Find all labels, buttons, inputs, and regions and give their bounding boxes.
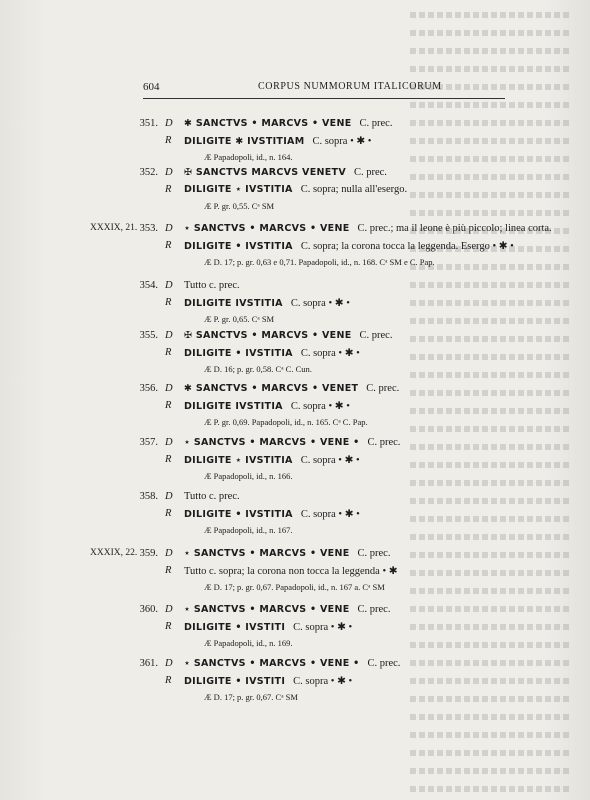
obverse-description: Tutto c. prec. bbox=[184, 491, 240, 502]
obverse-legend: ✠ SANCTVS MARCVS VENETV bbox=[184, 167, 346, 178]
plate-reference: XXXIX, 22. bbox=[90, 548, 138, 558]
reverse-line bbox=[184, 621, 352, 633]
obverse-legend: ✱ SANCTVS • MARCVS • VENE bbox=[184, 118, 352, 129]
entry-metadata: Æ Papadopoli, id., n. 164. bbox=[204, 152, 293, 162]
obverse-description: C. prec. bbox=[357, 604, 391, 615]
reverse-legend: DILIGITE • IVSTITIA bbox=[184, 509, 293, 520]
reverse-legend: DILIGITE • IVSTITIA bbox=[184, 348, 293, 359]
obverse-line bbox=[184, 658, 400, 669]
plate-reference: XXXIX, 21. bbox=[90, 223, 138, 233]
reverse-mark: R bbox=[165, 508, 172, 519]
obverse-line bbox=[184, 548, 390, 559]
entry-number: 361. bbox=[139, 658, 158, 669]
reverse-line bbox=[184, 135, 371, 147]
obverse-legend: ⋆ SANCTVS • MARCVS • VENE bbox=[184, 548, 350, 559]
obverse-line bbox=[184, 383, 399, 394]
reverse-mark: R bbox=[165, 621, 172, 632]
entry-metadata: Æ D. 17; p. gr. 0,67. Papadopoli, id., n. 167 a. Cᵃ SM bbox=[204, 582, 385, 592]
reverse-description: C. sopra • ✱ • bbox=[300, 348, 360, 359]
reverse-line bbox=[184, 454, 360, 466]
reverse-description: C. sopra • ✱ • bbox=[300, 509, 360, 520]
obverse-description: C. prec. bbox=[359, 330, 393, 341]
reverse-description: C. sopra • ✱ • bbox=[312, 136, 372, 147]
page-header bbox=[143, 78, 505, 99]
obverse-mark: D bbox=[165, 223, 173, 234]
obverse-mark: D bbox=[165, 280, 173, 291]
obverse-line bbox=[184, 223, 552, 234]
entry-metadata: Æ Papadopoli, id., n. 166. bbox=[204, 471, 293, 481]
reverse-description: C. sopra • ✱ • bbox=[290, 401, 350, 412]
entry-metadata: Æ D. 17; p. gr. 0,63 e 0,71. Papadopoli, id., n. 168. Cᵃ SM e C. Pap. bbox=[204, 257, 435, 267]
reverse-line bbox=[184, 297, 350, 309]
entry-number: 358. bbox=[139, 491, 158, 502]
obverse-legend: ⋆ SANCTVS • MARCVS • VENE • bbox=[184, 437, 360, 448]
reverse-mark: R bbox=[165, 297, 172, 308]
obverse-legend: ✠ SANCTVS • MARCVS • VENE bbox=[184, 330, 352, 341]
entry-number: 356. bbox=[139, 383, 158, 394]
entry-number: 352. bbox=[139, 167, 158, 178]
reverse-legend: DILIGITE ✱ IVSTITIAM bbox=[184, 136, 305, 147]
reverse-mark: R bbox=[165, 675, 172, 686]
reverse-line bbox=[184, 347, 360, 359]
entry-number: 360. bbox=[139, 604, 158, 615]
obverse-description: Tutto c. prec. bbox=[184, 280, 240, 291]
entry-metadata: Æ Papadopoli, id., n. 167. bbox=[204, 525, 293, 535]
obverse-legend: ⋆ SANCTVS • MARCVS • VENE bbox=[184, 604, 350, 615]
reverse-line bbox=[184, 400, 350, 412]
obverse-description: C. prec. bbox=[353, 167, 387, 178]
entry-metadata: Æ D. 16; p. gr. 0,58. Cᵃ C. Cun. bbox=[204, 364, 312, 374]
reverse-line bbox=[184, 184, 407, 195]
reverse-description: C. sopra • ✱ • bbox=[293, 622, 353, 633]
entry-number: 355. bbox=[139, 330, 158, 341]
entry-number: 357. bbox=[139, 437, 158, 448]
reverse-line bbox=[184, 565, 398, 577]
obverse-description: C. prec. bbox=[359, 118, 393, 129]
bleed-through-text bbox=[380, 0, 590, 800]
obverse-line bbox=[184, 491, 240, 502]
obverse-mark: D bbox=[165, 437, 173, 448]
reverse-description: C. sopra • ✱ • bbox=[293, 676, 353, 687]
reverse-line bbox=[184, 675, 352, 687]
obverse-mark: D bbox=[165, 604, 173, 615]
obverse-line bbox=[184, 167, 387, 178]
reverse-description: C. sopra • ✱ • bbox=[290, 298, 350, 309]
entry-number: 351. bbox=[139, 118, 158, 129]
obverse-mark: D bbox=[165, 167, 173, 178]
obverse-description: C. prec. bbox=[367, 658, 401, 669]
reverse-legend: DILIGITE • IVSTITI bbox=[184, 676, 286, 687]
obverse-line bbox=[184, 118, 392, 129]
reverse-mark: R bbox=[165, 347, 172, 358]
reverse-legend: DILIGITE ⋆ IVSTITIA bbox=[184, 184, 293, 195]
entry-number: 354. bbox=[139, 280, 158, 291]
reverse-description: Tutto c. sopra; la corona non tocca la leggenda • ✱ bbox=[184, 566, 398, 577]
reverse-mark: R bbox=[165, 240, 172, 251]
reverse-description: C. sopra • ✱ • bbox=[300, 455, 360, 466]
entry-metadata: Æ P. gr. 0,69. Papadopoli, id., n. 165. Cᵃ C. Pap. bbox=[204, 417, 368, 427]
reverse-description: C. sopra; la corona tocca la leggenda. Esergo • ✱ • bbox=[300, 241, 514, 252]
obverse-description: C. prec. bbox=[367, 437, 401, 448]
obverse-mark: D bbox=[165, 548, 173, 559]
entry-number: 353. bbox=[139, 223, 158, 234]
obverse-line bbox=[184, 280, 240, 291]
reverse-mark: R bbox=[165, 565, 172, 576]
reverse-mark: R bbox=[165, 184, 172, 195]
entry-metadata: Æ P. gr. 0,65. Cᵃ SM bbox=[204, 314, 275, 324]
page-number: 604 bbox=[143, 81, 160, 93]
obverse-mark: D bbox=[165, 118, 173, 129]
obverse-line bbox=[184, 437, 400, 448]
obverse-legend: ⋆ SANCTVS • MARCVS • VENE • bbox=[184, 658, 360, 669]
reverse-legend: DILIGITE • IVSTITI bbox=[184, 622, 286, 633]
reverse-mark: R bbox=[165, 400, 172, 411]
reverse-mark: R bbox=[165, 454, 172, 465]
obverse-description: C. prec. bbox=[366, 383, 400, 394]
obverse-description: C. prec. bbox=[357, 548, 391, 559]
reverse-line bbox=[184, 240, 514, 252]
running-title: CORPUS NUMMORUM ITALICORUM bbox=[258, 81, 442, 92]
entry-number: 359. bbox=[139, 548, 158, 559]
reverse-legend: DILIGITE • IVSTITIA bbox=[184, 241, 293, 252]
obverse-legend: ⋆ SANCTVS • MARCVS • VENE bbox=[184, 223, 350, 234]
reverse-legend: DILIGITE IVSTITIA bbox=[184, 298, 283, 309]
entry-metadata: Æ P. gr. 0,55. Cᵃ SM bbox=[204, 201, 275, 211]
reverse-legend: DILIGITE ⋆ IVSTITIA bbox=[184, 455, 293, 466]
obverse-mark: D bbox=[165, 383, 173, 394]
obverse-description: C. prec.; ma il leone è più piccolo; linea corta. bbox=[357, 223, 552, 234]
obverse-mark: D bbox=[165, 330, 173, 341]
reverse-mark: R bbox=[165, 135, 172, 146]
reverse-description: C. sopra; nulla all'esergo. bbox=[300, 184, 408, 195]
reverse-line bbox=[184, 508, 360, 520]
obverse-line bbox=[184, 604, 390, 615]
obverse-legend: ✱ SANCTVS • MARCVS • VENET bbox=[184, 383, 359, 394]
obverse-mark: D bbox=[165, 658, 173, 669]
entry-metadata: Æ D. 17; p. gr. 0,67. Cᵃ SM bbox=[204, 692, 298, 702]
obverse-line bbox=[184, 330, 392, 341]
reverse-legend: DILIGITE IVSTITIA bbox=[184, 401, 283, 412]
entry-metadata: Æ Papadopoli, id., n. 169. bbox=[204, 638, 293, 648]
obverse-mark: D bbox=[165, 491, 173, 502]
